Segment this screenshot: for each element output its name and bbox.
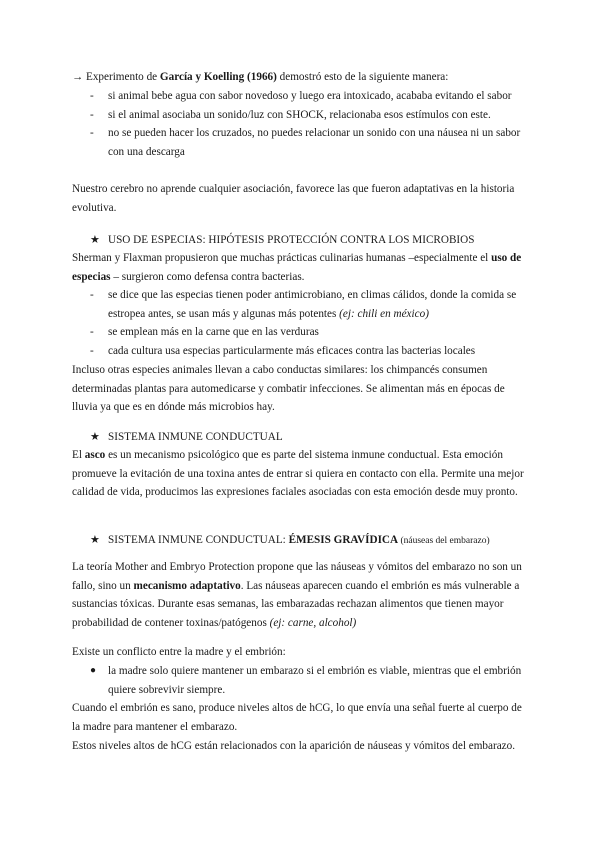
- conflict-list: [72, 662, 528, 699]
- section2-paragraph: El asco es un mecanismo psicológico que es parte del sistema inmune conductual. Esta emoción promueve la evitación de una toxina antes de entrar si quiera en contacto con ella. Permite una mejor calidad de vida, producimos las expresiones faciales asociadas con esta emoción desde muy pronto.: [72, 449, 524, 499]
- list-item: - se dice que las especias tienen poder antimicrobiano, en climas cálidos, donde la comida se estropea antes, se usan más y algunas más potentes (ej: chili en méxico): [90, 289, 517, 320]
- intro-line: → Experimento de García y Koelling (1966) demostró esto de la siguiente manera:: [72, 71, 449, 83]
- section-heading: ★ SISTEMA INMUNE CONDUCTUAL: [90, 428, 528, 447]
- star-icon: ★: [90, 234, 101, 246]
- experiment-list: [72, 87, 528, 161]
- star-icon: ★: [90, 431, 101, 443]
- bullet-dot-icon: ●: [90, 665, 97, 676]
- list-item: - si animal bebe agua con sabor novedoso y luego era intoxicado, acababa evitando el sabor: [90, 90, 512, 102]
- section1-paragraph: Sherman y Flaxman propusieron que muchas prácticas culinarias humanas –especialmente el uso de especias – surgieron como defensa contra bacterias.: [72, 252, 522, 283]
- section3-paragraph: La teoría Mother and Embryo Protection propone que las náuseas y vómitos del embarazo no son un fallo, sino un mecanismo adaptativo. Las náuseas aparecen cuando el embrión es más vulnerable a sustancias tóxicas. Durante esas semanas, las embarazadas rechazan alimentos que tienen mayor probabilidad de contener toxinas/patógenos (ej: carne, alcohol): [72, 561, 522, 629]
- section-heading: ★ SISTEMA INMUNE CONDUCTUAL: ÉMESIS GRAVÍDICA (náuseas del embarazo): [90, 531, 528, 551]
- hcg-paragraph-1: Cuando el embrión es sano, produce niveles altos de hCG, lo que envía una señal fuerte al cuerpo de la madre para mantener el embarazo.: [72, 702, 522, 733]
- list-item: - no se pueden hacer los cruzados, no puedes relacionar un sonido con una náusea ni un sabor con una descarga: [90, 127, 521, 158]
- list-item: ● la madre solo quiere mantener un embarazo si el embrión es viable, mientras que el embrión quiere sobrevivir siempre.: [72, 662, 528, 699]
- conflict-line: Existe un conflicto entre la madre y el embrión:: [72, 646, 286, 658]
- spices-list: [72, 286, 528, 360]
- list-item: - cada cultura usa especias particularmente más eficaces contra las bacterias locales: [90, 344, 476, 357]
- section1-closing: Incluso otras especies animales llevan a cabo conductas similares: los chimpancés consumen determinadas plantas para automedicarse y combatir infecciones. Se alimentan más en épocas de lluvia ya que es en dónde más microbios hay.: [72, 364, 505, 414]
- brain-note: Nuestro cerebro no aprende cualquier asociación, favorece las que fueron adaptativas en la historia evolutiva.: [72, 183, 515, 214]
- arrow-icon: →: [72, 71, 84, 83]
- list-item: - si el animal asociaba un sonido/luz con SHOCK, relacionaba esos estímulos con este.: [90, 108, 491, 121]
- hcg-paragraph-2: Estos niveles altos de hCG están relacionados con la aparición de náuseas y vómitos del embarazo.: [72, 740, 516, 752]
- authors-bold: García y Koelling (1966): [159, 71, 277, 83]
- section-heading: ★ USO DE ESPECIAS: HIPÓTESIS PROTECCIÓN CONTRA LOS MICROBIOS: [90, 231, 528, 250]
- list-item: - se emplean más en la carne que en las verduras: [90, 326, 319, 339]
- star-icon: ★: [90, 534, 101, 546]
